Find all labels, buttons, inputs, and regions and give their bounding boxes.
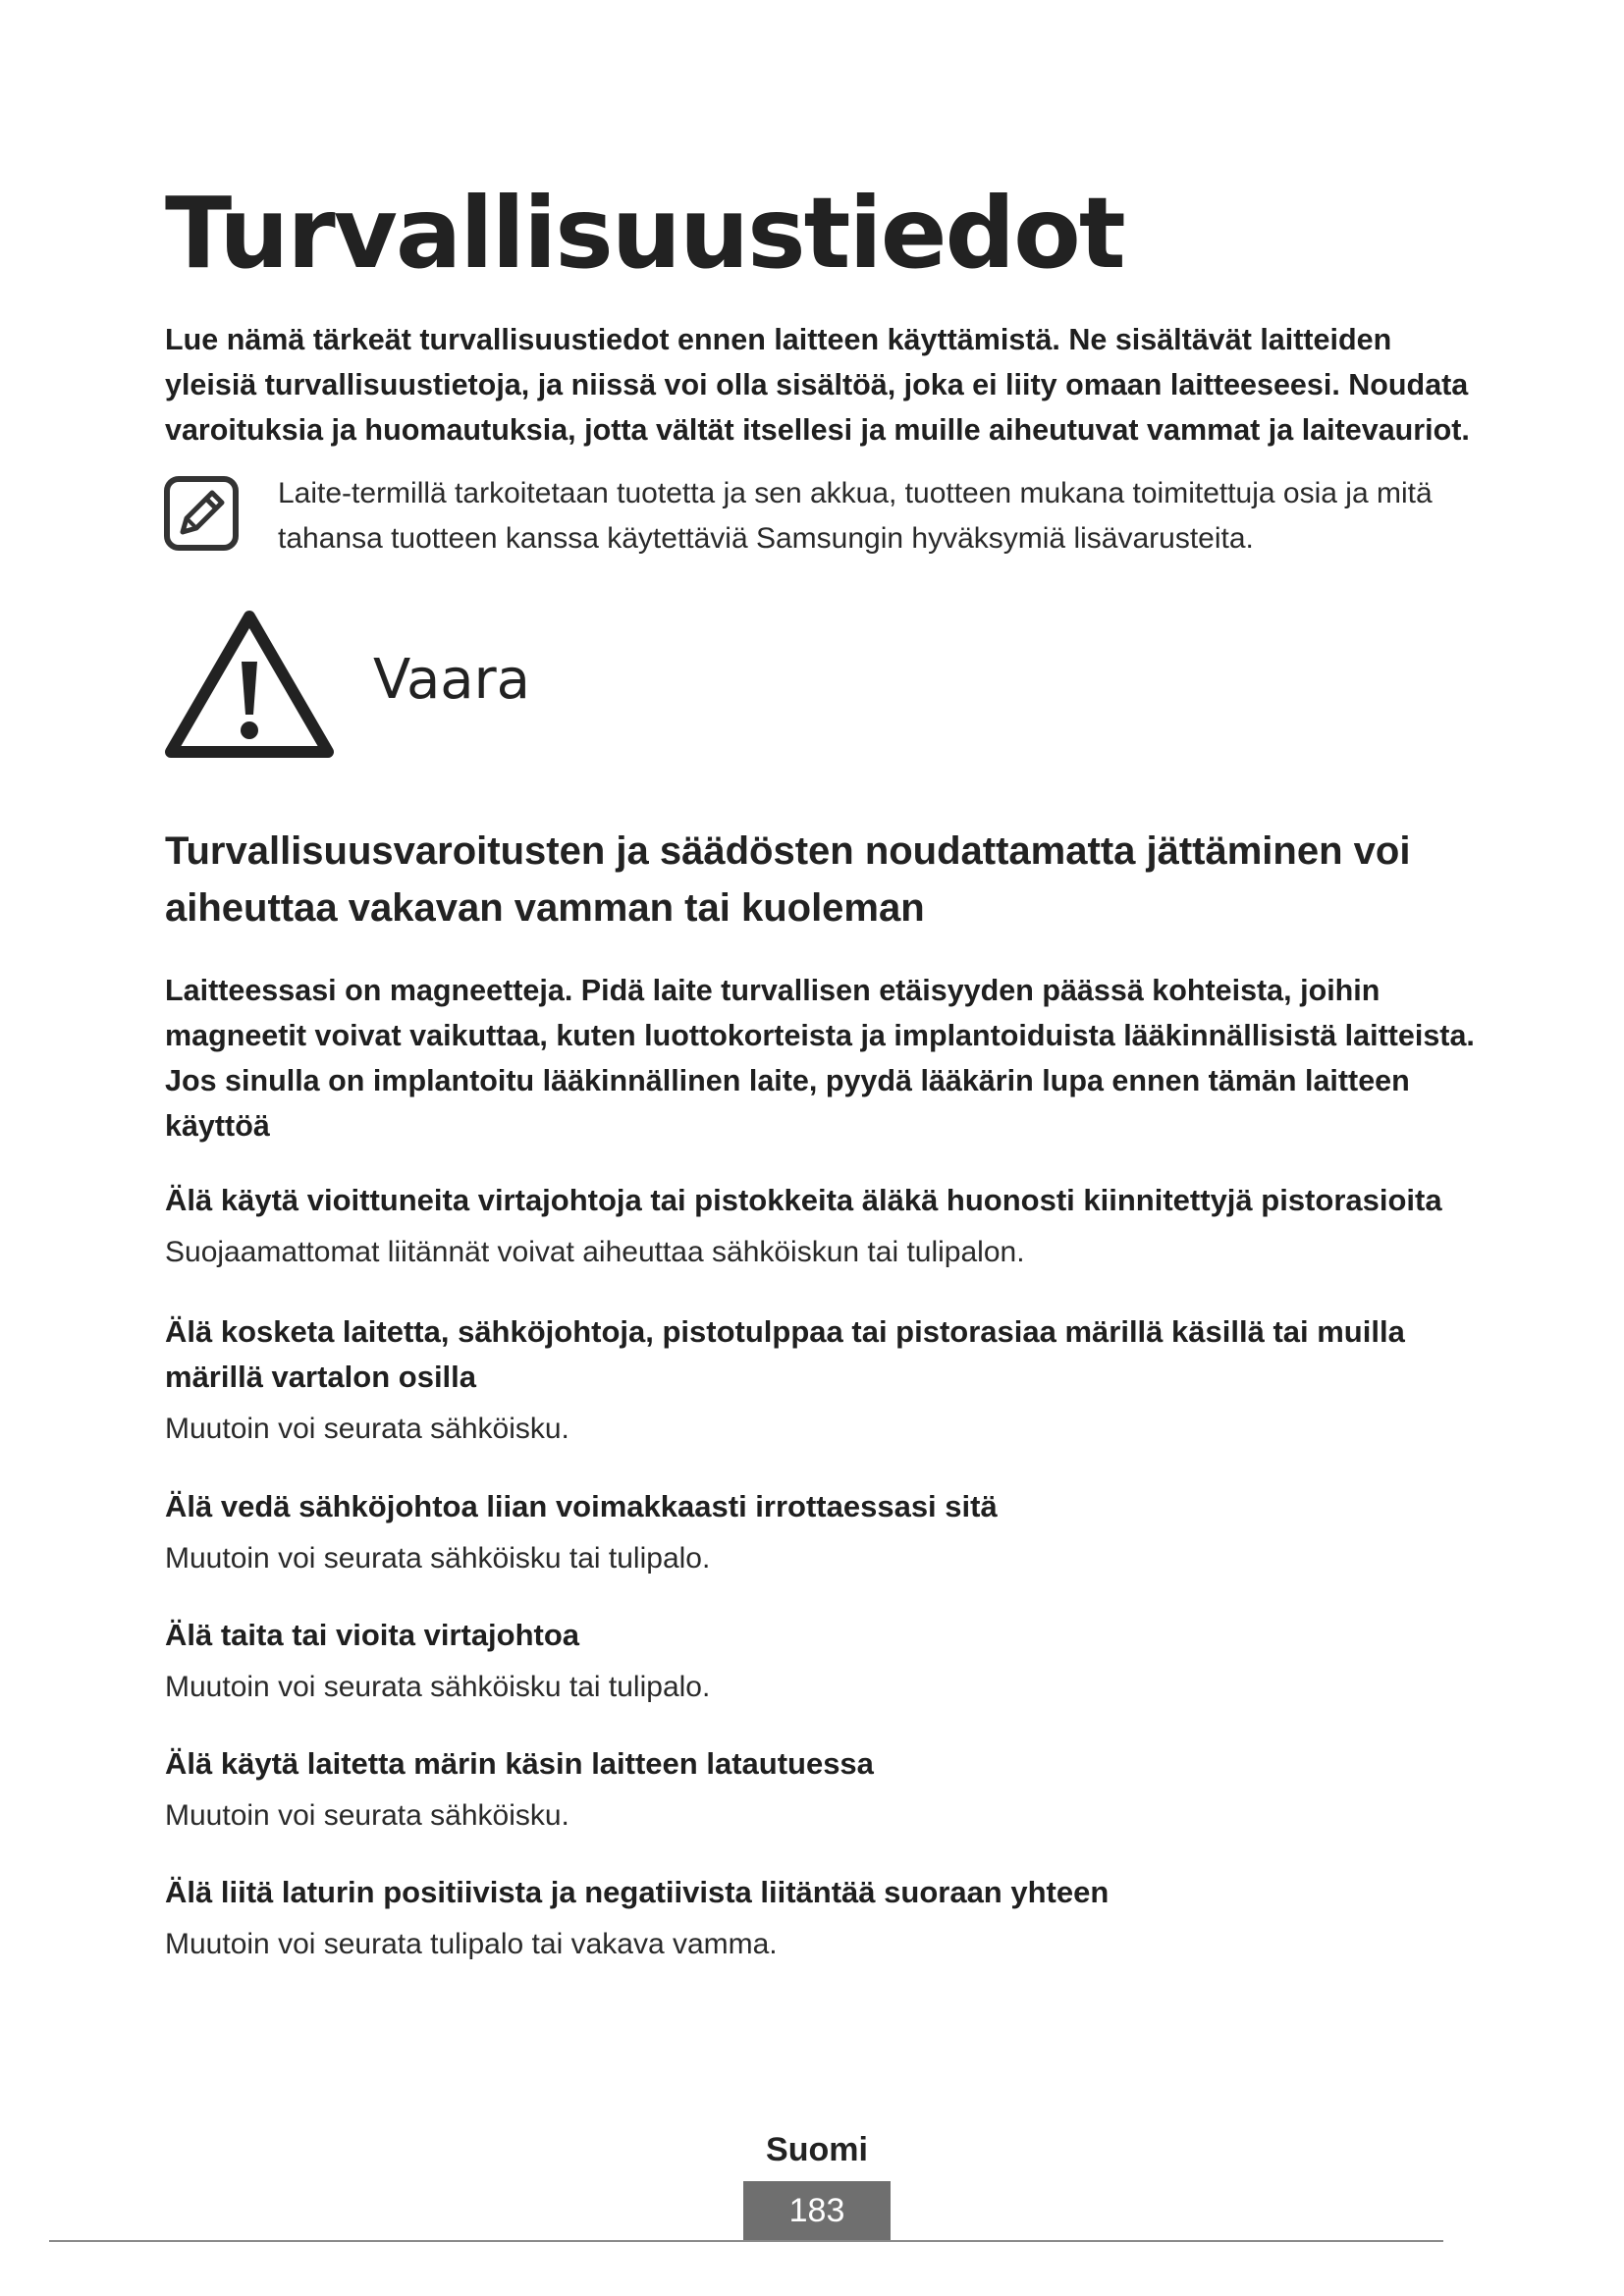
rule-item bbox=[165, 1741, 1500, 1838]
rule-description: Suojaamattomat liitännät voivat aiheuttaa sähköiskun tai tulipalon. bbox=[165, 1236, 1025, 1268]
warning-triangle-icon bbox=[163, 607, 336, 760]
rule-heading: Älä käytä laitetta märin käsin laitteen latautuessa bbox=[165, 1746, 874, 1781]
rule-heading: Älä vedä sähköjohtoa liian voimakkaasti irrottaessasi sitä bbox=[165, 1489, 998, 1523]
rule-heading: Älä taita tai vioita virtajohtoa bbox=[165, 1618, 580, 1652]
rule-heading: Älä käytä vioittuneita virtajohtoja tai pistokkeita äläkä huonosti kiinnitettyjä pistorasioita bbox=[165, 1183, 1442, 1217]
rule-item bbox=[165, 1613, 1500, 1709]
rule-item bbox=[165, 1309, 1500, 1451]
rule-item bbox=[165, 1484, 1500, 1580]
note-pencil-icon bbox=[163, 475, 240, 552]
danger-label: Vaara bbox=[373, 648, 530, 712]
danger-heading: Turvallisuusvaroitusten ja säädösten noudattamatta jättäminen voi aiheuttaa vakavan vamman tai kuoleman bbox=[165, 829, 1411, 930]
page-title: Turvallisuustiedot bbox=[165, 176, 1124, 291]
rule-item bbox=[165, 1178, 1500, 1274]
magnet-warning-text: Laitteessasi on magneetteja. Pidä laite turvallisen etäisyyden päässä kohteista, joihin magneetit voivat vaikuttaa, kuten luottokorteista ja implantoiduista lääkinnällisistä laitteista. Jos sinulla on implantoitu lääkinnällinen laite, pyydä lääkärin lupa ennen tämän laitteen käyttöä bbox=[165, 974, 1475, 1143]
footer-divider bbox=[49, 2240, 1443, 2242]
rule-description: Muutoin voi seurata sähköisku tai tulipalo. bbox=[165, 1542, 711, 1575]
page-number: 183 bbox=[743, 2181, 891, 2240]
rule-heading: Älä liitä laturin positiivista ja negatiivista liitäntää suoraan yhteen bbox=[165, 1875, 1110, 1909]
rule-description: Muutoin voi seurata sähköisku. bbox=[165, 1799, 569, 1832]
intro-paragraph: Lue nämä tärkeät turvallisuustiedot ennen laitteen käyttämistä. Ne sisältävät laitteiden yleisiä turvallisuustietoja, ja niissä voi olla sisältöä, joka ei liity omaan laitteeseesi. Noudata varoituksia ja huomautuksia, jotta vältät itsellesi ja muille aiheutuvat vammat ja laitevauriot. bbox=[165, 323, 1470, 447]
rule-heading: Älä kosketa laitetta, sähköjohtoja, pistotulppaa tai pistorasiaa märillä käsillä tai muilla märillä vartalon osilla bbox=[165, 1314, 1405, 1394]
rule-item bbox=[165, 1870, 1500, 1966]
note-text: Laite-termillä tarkoitetaan tuotetta ja sen akkua, tuotteen mukana toimitettuja osia ja mitä tahansa tuotteen kanssa käytettäviä Samsungin hyväksymiä lisävarusteita. bbox=[278, 477, 1433, 555]
footer-language: Suomi bbox=[766, 2131, 868, 2168]
rule-description: Muutoin voi seurata tulipalo tai vakava vamma. bbox=[165, 1928, 778, 1960]
rule-description: Muutoin voi seurata sähköisku. bbox=[165, 1413, 569, 1445]
rule-description: Muutoin voi seurata sähköisku tai tulipalo. bbox=[165, 1671, 711, 1703]
